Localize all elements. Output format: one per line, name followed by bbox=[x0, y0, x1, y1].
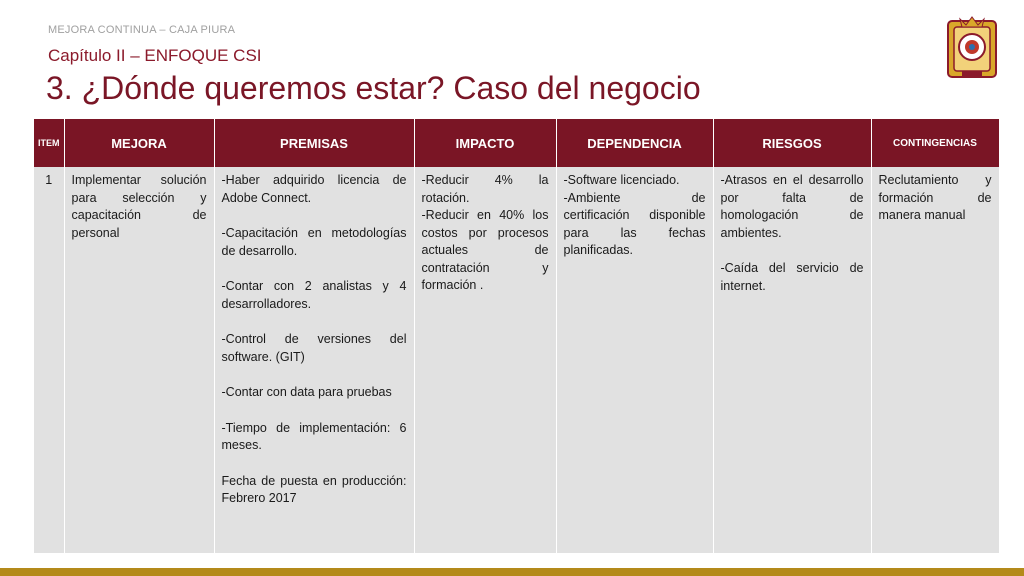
dependencia-2: -Ambiente de certificación disponible para las fechas planificadas. bbox=[563, 190, 706, 257]
header-riesgos: RIESGOS bbox=[713, 119, 871, 167]
org-header: MEJORA CONTINUA – CAJA PIURA bbox=[48, 24, 236, 36]
impacto-1: -Reducir 4% la rotación. bbox=[421, 173, 549, 205]
table-header-row bbox=[34, 119, 999, 167]
table-row bbox=[34, 167, 999, 553]
footer-bar bbox=[0, 568, 1024, 576]
business-case-table bbox=[34, 119, 1000, 553]
header-dependencia: DEPENDENCIA bbox=[556, 119, 713, 167]
dependencia-1: -Software licenciado. bbox=[563, 173, 680, 187]
header-mejora: MEJORA bbox=[64, 119, 214, 167]
cell-impacto bbox=[414, 167, 556, 553]
header-impacto: IMPACTO bbox=[414, 119, 556, 167]
page-title: 3. ¿Dónde queremos estar? Caso del negocio bbox=[46, 70, 701, 106]
riesgo-2: -Caída del servicio de internet. bbox=[720, 261, 864, 293]
cell-premisas bbox=[214, 167, 414, 553]
header-contingencias: CONTINGENCIAS bbox=[871, 119, 999, 167]
premisa-2: -Capacitación en metodologías de desarrollo. bbox=[221, 226, 407, 258]
cell-mejora: Implementar solución para selección y capacitación de personal bbox=[64, 167, 214, 553]
impacto-2: -Reducir en 40% los costos por procesos actuales de contratación y formación . bbox=[421, 208, 549, 292]
cell-item: 1 bbox=[34, 167, 64, 553]
header-item: ITEM bbox=[34, 119, 64, 167]
header-premisas: PREMISAS bbox=[214, 119, 414, 167]
riesgo-1: -Atrasos en el desarrollo por falta de homologación de ambientes. bbox=[720, 173, 864, 240]
chapter-subtitle: Capítulo II – ENFOQUE CSI bbox=[48, 46, 262, 65]
cell-contingencias: Reclutamiento y formación de manera manual bbox=[871, 167, 999, 553]
premisa-4: -Control de versiones del software. (GIT) bbox=[221, 332, 407, 364]
premisa-5: -Contar con data para pruebas bbox=[221, 385, 392, 399]
premisa-3: -Contar con 2 analistas y 4 desarrolladores. bbox=[221, 279, 407, 311]
premisa-1: -Haber adquirido licencia de Adobe Connect. bbox=[221, 173, 407, 205]
premisa-6: -Tiempo de implementación: 6 meses. bbox=[221, 420, 407, 452]
cell-riesgos bbox=[713, 167, 871, 553]
premisa-7: Fecha de puesta en producción: Febrero 2017 bbox=[221, 473, 407, 505]
university-crest-logo bbox=[946, 15, 998, 81]
cell-dependencia bbox=[556, 167, 713, 553]
